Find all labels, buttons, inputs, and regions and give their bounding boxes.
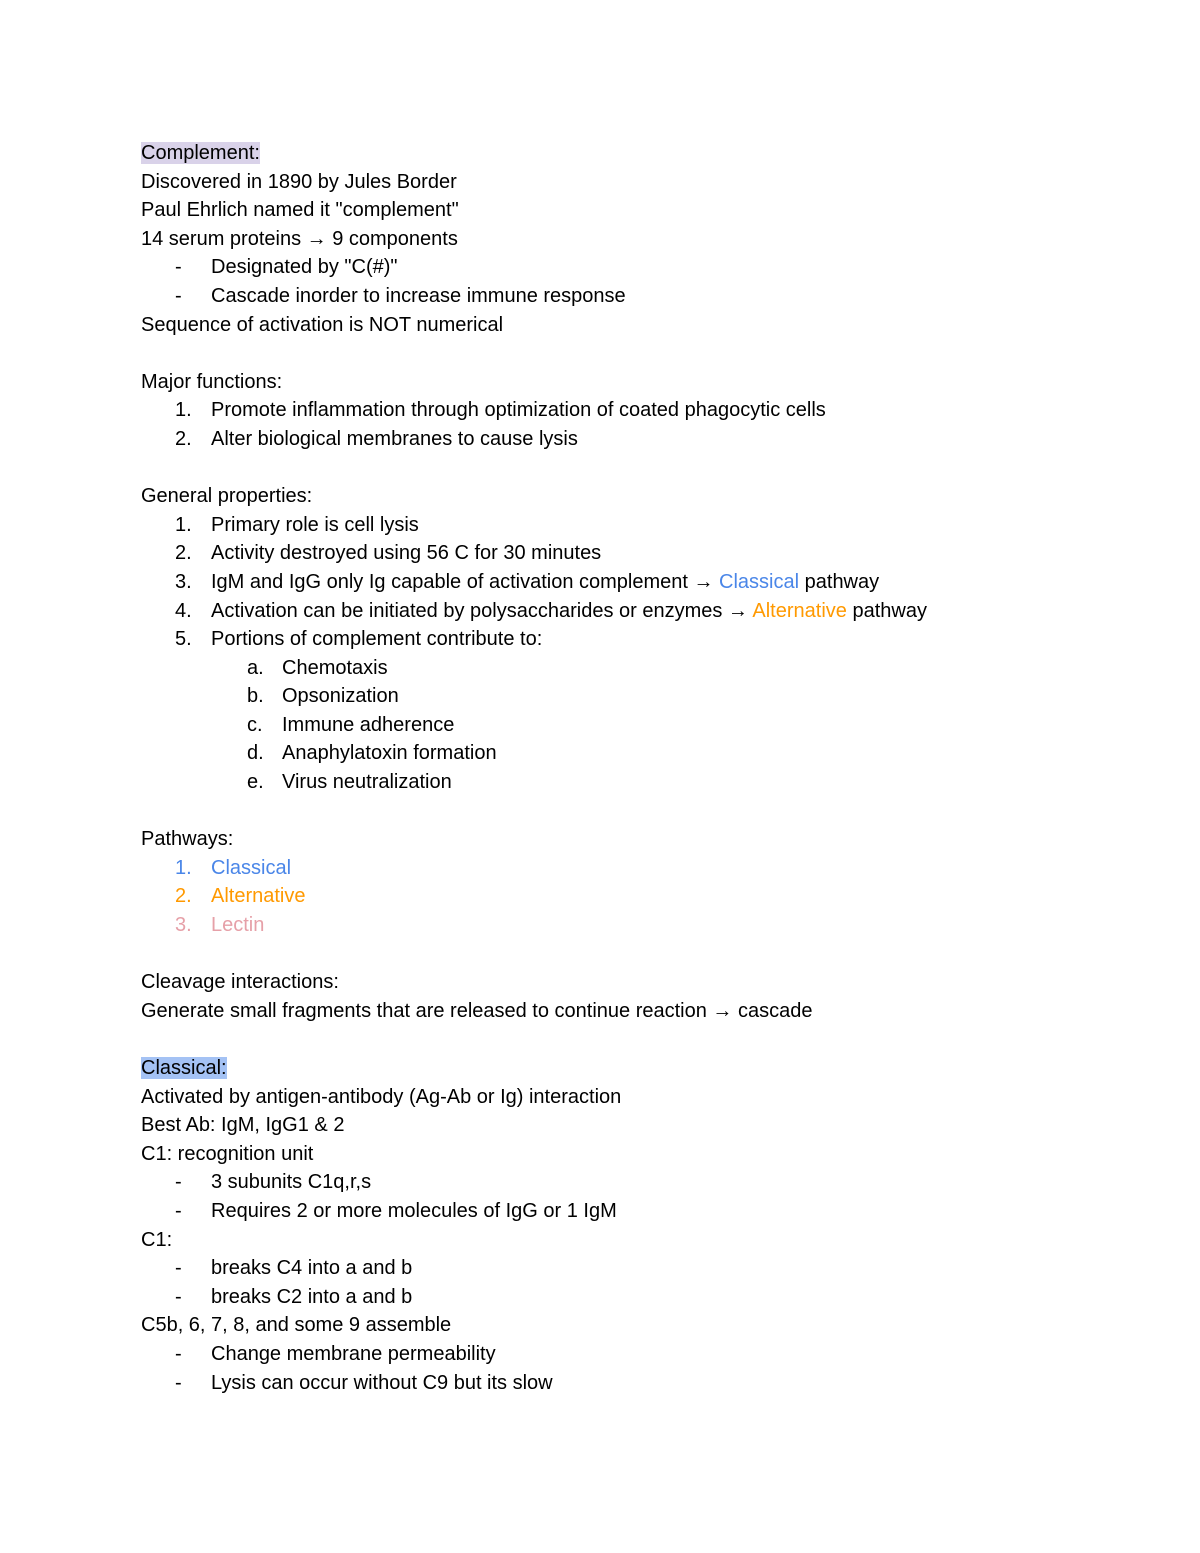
- major-functions-heading: Major functions:: [141, 370, 283, 393]
- document-page: [141, 139, 1141, 1397]
- lettered-item: [141, 739, 1141, 768]
- text-line: Paul Ehrlich named it "complement": [141, 199, 459, 222]
- item-text: Promote inflammation through optimization of coated phagocytic cells: [211, 399, 826, 422]
- bullet-text: breaks C2 into a and b: [211, 1285, 413, 1308]
- bullet-text: Lysis can occur without C9 but its slow: [211, 1371, 553, 1394]
- blank-line: [141, 454, 1141, 483]
- item-text: Anaphylatoxin formation: [282, 742, 497, 765]
- bullet-item: [141, 253, 1141, 282]
- item-text-pre: Activation can be initiated by polysaccharides or enzymes →: [211, 599, 753, 622]
- lettered-item: [141, 711, 1141, 740]
- bullet-text: breaks C4 into a and b: [211, 1257, 413, 1280]
- number-marker: 3.: [175, 570, 192, 593]
- item-text: [211, 597, 927, 626]
- text-line: Generate small fragments that are released to continue reaction → cascade: [141, 999, 813, 1022]
- item-text: Opsonization: [282, 685, 399, 708]
- letter-marker: b.: [247, 685, 264, 708]
- number-marker: 5.: [175, 628, 192, 651]
- item-text: Primary role is cell lysis: [211, 513, 419, 536]
- blank-line: [141, 797, 1141, 826]
- numbered-item: [141, 597, 1141, 626]
- number-marker: 3.: [175, 914, 192, 937]
- dash-marker: -: [175, 256, 182, 279]
- pathway-item-alternative: [141, 882, 1141, 911]
- text-line: Best Ab: IgM, IgG1 & 2: [141, 1114, 345, 1137]
- number-marker: 1.: [175, 399, 192, 422]
- bullet-item: [141, 1197, 1141, 1226]
- blank-line: [141, 940, 1141, 969]
- bullet-item: [141, 1254, 1141, 1283]
- complement-heading-line: [141, 139, 1141, 168]
- dash-marker: -: [175, 1285, 182, 1308]
- bullet-item: [141, 282, 1141, 311]
- lettered-item: [141, 768, 1141, 797]
- item-text-pre: IgM and IgG only Ig capable of activation complement →: [211, 570, 720, 593]
- complement-heading: Complement:: [141, 142, 260, 164]
- blank-line: [141, 1025, 1141, 1054]
- item-text: Activity destroyed using 56 C for 30 minutes: [211, 542, 602, 565]
- pathway-item-lectin: [141, 911, 1141, 940]
- item-text: Virus neutralization: [282, 771, 452, 794]
- blank-line: [141, 339, 1141, 368]
- numbered-item: [141, 396, 1141, 425]
- bullet-item: [141, 1340, 1141, 1369]
- pathways-heading: Pathways:: [141, 828, 234, 851]
- numbered-item: [141, 625, 1141, 654]
- number-marker: 2.: [175, 542, 192, 565]
- classical-heading: Classical:: [141, 1057, 227, 1079]
- dash-marker: -: [175, 1199, 182, 1222]
- text-line: 14 serum proteins → 9 components: [141, 227, 458, 250]
- number-marker: 1.: [175, 513, 192, 536]
- text-line: Discovered in 1890 by Jules Border: [141, 170, 457, 193]
- numbered-item: [141, 539, 1141, 568]
- text-line: Activated by antigen-antibody (Ag-Ab or Ig) interaction: [141, 1085, 622, 1108]
- dash-marker: -: [175, 1257, 182, 1280]
- item-text-post: pathway: [799, 570, 880, 593]
- item-text-post: pathway: [846, 599, 927, 622]
- lettered-item: [141, 682, 1141, 711]
- classical-colored-text: Classical: [719, 570, 800, 593]
- letter-marker: a.: [247, 656, 264, 679]
- item-text: Lectin: [211, 914, 265, 937]
- number-marker: 4.: [175, 599, 192, 622]
- text-line: Sequence of activation is NOT numerical: [141, 313, 504, 336]
- text-line: C1:: [141, 1228, 173, 1251]
- number-marker: 2.: [175, 885, 192, 908]
- item-text: Alternative: [211, 885, 306, 908]
- dash-marker: -: [175, 1342, 182, 1365]
- bullet-text: Requires 2 or more molecules of IgG or 1 IgM: [211, 1199, 617, 1222]
- numbered-item: [141, 425, 1141, 454]
- text-line: C5b, 6, 7, 8, and some 9 assemble: [141, 1314, 452, 1337]
- item-text: Alter biological membranes to cause lysis: [211, 427, 578, 450]
- alternative-colored-text: Alternative: [752, 599, 847, 622]
- general-properties-heading: General properties:: [141, 485, 313, 508]
- letter-marker: c.: [247, 713, 263, 736]
- item-text: Portions of complement contribute to:: [211, 628, 543, 651]
- item-text: Immune adherence: [282, 713, 455, 736]
- item-text: Classical: [211, 856, 292, 879]
- pathway-item-classical: [141, 854, 1141, 883]
- text-line: C1: recognition unit: [141, 1142, 314, 1165]
- dash-marker: -: [175, 1171, 182, 1194]
- numbered-item: [141, 568, 1141, 597]
- bullet-text: Cascade inorder to increase immune response: [211, 284, 626, 307]
- lettered-item: [141, 654, 1141, 683]
- bullet-text: Designated by "C(#)": [211, 256, 398, 279]
- item-text: Chemotaxis: [282, 656, 388, 679]
- classical-heading-line: [141, 1054, 1141, 1083]
- cleavage-heading: Cleavage interactions:: [141, 971, 339, 994]
- letter-marker: e.: [247, 771, 264, 794]
- letter-marker: d.: [247, 742, 264, 765]
- number-marker: 1.: [175, 856, 192, 879]
- bullet-text: Change membrane permeability: [211, 1342, 496, 1365]
- bullet-item: [141, 1168, 1141, 1197]
- bullet-text: 3 subunits C1q,r,s: [211, 1171, 372, 1194]
- dash-marker: -: [175, 1371, 182, 1394]
- bullet-item: [141, 1369, 1141, 1398]
- bullet-item: [141, 1283, 1141, 1312]
- number-marker: 2.: [175, 427, 192, 450]
- numbered-item: [141, 511, 1141, 540]
- dash-marker: -: [175, 284, 182, 307]
- item-text: [211, 568, 879, 597]
